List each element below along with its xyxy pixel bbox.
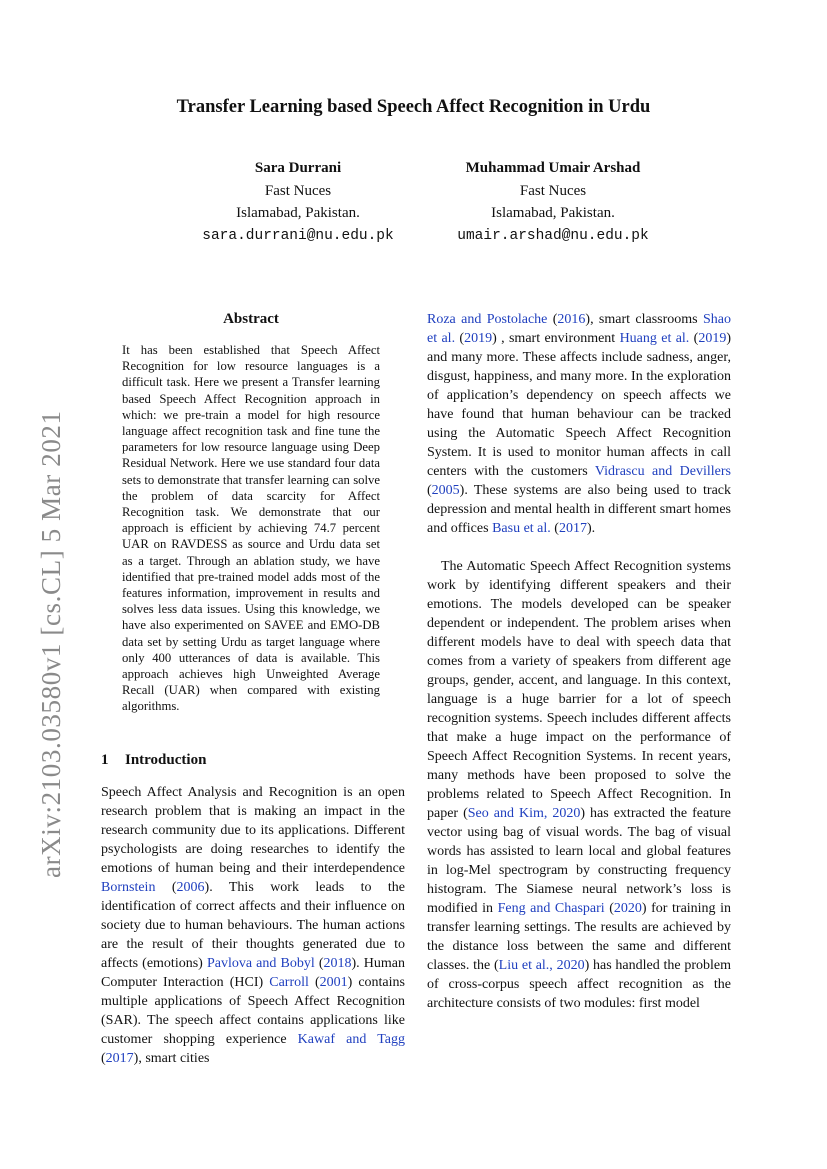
citation-link[interactable]: Kawaf and Tagg	[297, 1032, 405, 1047]
citation-link[interactable]: 2019	[464, 331, 493, 346]
citation-link[interactable]: Liu et al., 2020	[498, 958, 585, 973]
citation-link[interactable]: Huang et al.	[619, 331, 690, 346]
citation-link[interactable]: Roza and Postolache	[427, 312, 548, 327]
author-name: Sara Durrani	[254, 160, 342, 176]
author-email[interactable]: sara.durrani@nu.edu.pk	[202, 227, 394, 244]
paragraph: Roza and Postolache (2016), smart classrooms Shao et al. (2019) , smart environment Huang et al. (2019) and many more. These affects include sadness, anger, disgust, happiness, and many more. In the exploration of application’s dependency on speech affects we have found that human behaviour can be tracked using the Automatic Speech Affect Recognition System. It is used to monitor human affects in call centers with the customers Vidrascu and Devillers (2005). These systems are also being used to track depression and mental health in different smart homes and offices Basu et al. (2017).	[427, 312, 732, 536]
citation-link[interactable]: 2017	[558, 521, 587, 536]
left-column-body	[101, 783, 405, 1068]
citation-link[interactable]: 2020	[613, 901, 642, 916]
author-affiliation: Fast Nuces	[264, 182, 332, 199]
paper-title: Transfer Learning based Speech Affect Recognition in Urdu	[176, 97, 651, 117]
citation-link[interactable]: Vidrascu and Devillers	[594, 464, 731, 479]
author-location: Islamabad, Pakistan.	[491, 205, 615, 221]
citation-link[interactable]: Bornstein	[101, 880, 156, 895]
citation-link[interactable]: Feng and Chaspari	[497, 901, 605, 916]
right-column-body	[427, 310, 731, 1013]
paragraph: Speech Affect Analysis and Recognition is an open research problem that is making an impact in the research community due to its applications. Different psychologists are doing researches to identify the emotions of human being and their interdependence Bornstein (2006). This work leads to the identification of correct affects and their influence on society due to human behaviours. The human actions are the result of their thoughts generated due to affects (emotions) Pavlova and Bobyl (2018). Human Computer Interaction (HCI) Carroll (2001) contains multiple applications of Speech Affect Recognition (SAR). The speech affect contains applications like customer shopping experience Kawaf and Tagg (2017), smart cities	[101, 785, 405, 1066]
citation-link[interactable]: 2006	[176, 880, 205, 895]
section-number: 1	[101, 752, 109, 768]
abstract-text: It has been established that Speech Affect Recognition for low resource languages is a difficult task. Here we present a Transfer learning based Speech Affect Recognition approach in which: we pre-train a model for high resource language affect recognition task and fine tune the parameters for low resource language using Deep Residual Network. Here we use standard four data sets to demonstrate that transfer learning can solve the problem of data scarcity for Affect Recognition task. We demonstrate that our approach is efficient by achieving 74.7 percent UAR on RAVDESS as source and Urdu data set as a target. Through an ablation study, we have identified that pre-trained model adds most of the features information, improvement in results and solves less data issues. Using this knowledge, we have also experimented on SAVEE and EMO-DB data set by setting Urdu as target language where only 400 utterances of data is available. This approach achieves high Unweighted Average Recall (UAR) when compared with existing algorithms.	[122, 343, 380, 714]
author-email[interactable]: umair.arshad@nu.edu.pk	[457, 227, 649, 244]
section-title: Introduction	[125, 752, 207, 768]
citation-link[interactable]: 2019	[698, 331, 727, 346]
citation-link[interactable]: Carroll	[269, 975, 309, 990]
citation-link[interactable]: 2016	[557, 312, 586, 327]
citation-link[interactable]: Pavlova and Bobyl	[206, 956, 315, 971]
citation-link[interactable]: Shao et al.	[427, 312, 731, 346]
abstract-heading: Abstract	[223, 311, 279, 327]
paragraph: The Automatic Speech Affect Recognition systems work by identifying different speakers and their emotions. The models developed can be speaker dependent or independent. The problem arises when different models have to deal with speech data that comes from a variety of speakers from different age groups, gender, accent, and language. In this context, language is a huge barrier for a lot of speech recognition systems. Speech includes different affects that make a huge impact on the performance of Speech Affect Recognition Systems. In recent years, many methods have been proposed to solve the problems related to Speech Affect Recognition. In paper (Seo and Kim, 2020) has extracted the feature vector using bag of visual words. The bag of visual words has assisted to learn local and global features in log-Mel spectrogram by constructing frequency histogram. The Siamese neural network’s loss is modified in Feng and Chaspari (2020) for training in transfer learning settings. The results are achieved by the distance loss between the same and different classes. the (Liu et al., 2020) has handled the problem of cross-corpus speech affect recognition as the architecture consists of two modules: first model	[427, 559, 732, 1011]
section-heading-introduction	[101, 752, 206, 769]
author-block-2	[418, 157, 688, 247]
citation-link[interactable]: 2005	[431, 483, 460, 498]
author-block-1	[178, 157, 418, 247]
arxiv-stamp: arXiv:2103.03580v1 [cs.CL] 5 Mar 2021	[36, 410, 66, 878]
citation-link[interactable]: 2018	[323, 956, 352, 971]
citation-link[interactable]: Seo and Kim, 2020	[467, 806, 581, 821]
citation-link[interactable]: 2017	[105, 1051, 134, 1066]
author-affiliation: Fast Nuces	[519, 182, 587, 199]
citation-link[interactable]: 2001	[319, 975, 348, 990]
author-name: Muhammad Umair Arshad	[465, 160, 641, 176]
citation-link[interactable]: Basu et al.	[492, 521, 551, 536]
author-location: Islamabad, Pakistan.	[236, 205, 360, 221]
